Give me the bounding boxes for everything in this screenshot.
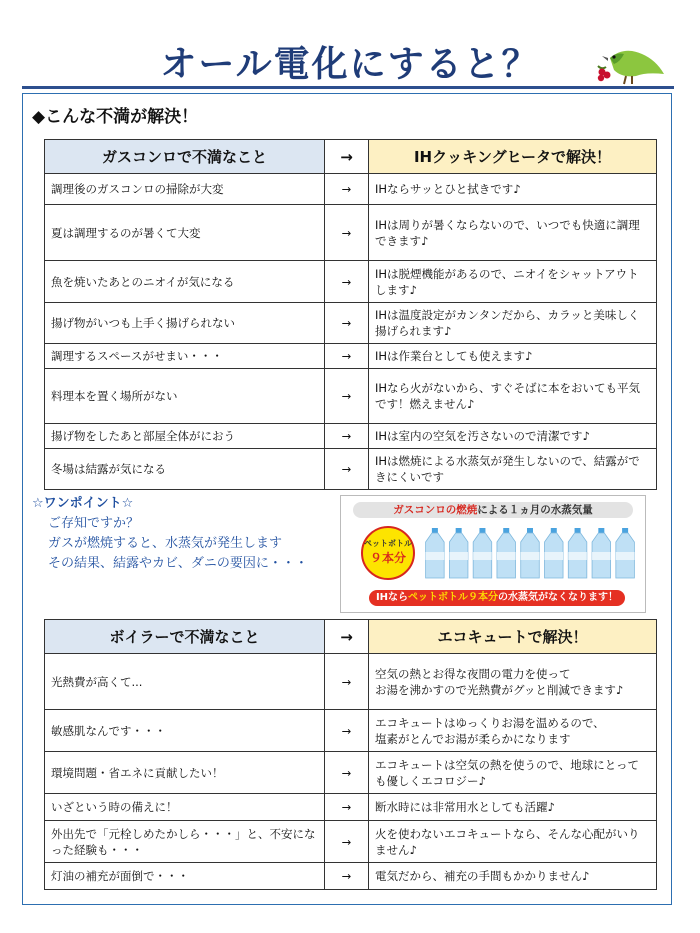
arrow-icon: → <box>325 794 369 821</box>
solution-cell: IHは脱煙機能があるので、ニオイをシャットアウトします♪ <box>369 261 657 303</box>
water-bottle-icon <box>521 528 540 578</box>
arrow-icon: → <box>325 821 369 863</box>
table-row <box>45 303 657 344</box>
table-row <box>45 654 657 710</box>
problem-cell: 敏感肌なんです・・・ <box>45 710 325 752</box>
table-row <box>45 205 657 261</box>
problem-cell: 揚げ物がいつも上手く揚げられない <box>45 303 325 344</box>
solution-cell: IHは周りが暑くならないので、いつでも快適に調理できます♪ <box>369 205 657 261</box>
arrow-icon: → <box>325 344 369 369</box>
solution-cell <box>369 710 657 752</box>
water-bottle-icon <box>545 528 564 578</box>
problem-cell: 外出先で「元栓しめたかしら・・・」と、不安になった経験も・・・ <box>45 821 325 863</box>
arrow-icon: → <box>325 863 369 890</box>
table-row <box>45 174 657 205</box>
arrow-icon: → <box>325 752 369 794</box>
problem-cell: いざという時の備えに！ <box>45 794 325 821</box>
conclusion-prefix: IHなら <box>375 592 409 603</box>
table-row <box>45 794 657 821</box>
water-bottle-icon <box>616 528 635 578</box>
table-row <box>45 261 657 303</box>
one-point-line: ガスが燃焼すると、水蒸気が発生します <box>48 536 283 551</box>
badge-value: ９本分 <box>369 551 406 565</box>
solution-cell: IHは燃焼による水蒸気が発生しないので、結露ができにくいです <box>369 449 657 490</box>
infographic-caption <box>353 502 633 518</box>
arrow-icon: → <box>325 140 369 174</box>
solution-cell: IHは作業台としても使えます♪ <box>369 344 657 369</box>
problem-cell: 調理するスペースがせまい・・・ <box>45 344 325 369</box>
arrow-icon: → <box>325 369 369 424</box>
solution-cell <box>369 821 657 863</box>
solution-line: 空気の熱とお得な夜間の電力を使って <box>375 666 571 681</box>
table-row <box>45 710 657 752</box>
water-bottle-icon <box>473 528 492 578</box>
arrow-icon: → <box>325 710 369 752</box>
arrow-icon: → <box>325 261 369 303</box>
solution-cell: IHなら火がないから、すぐそばに本をおいても平気です！燃えません♪ <box>369 369 657 424</box>
arrow-icon: → <box>325 654 369 710</box>
caption-text: による１ヵ月の水蒸気量 <box>477 504 593 516</box>
problem-cell: 冬場は結露が気になる <box>45 449 325 490</box>
problem-cell: 魚を焼いたあとのニオイが気になる <box>45 261 325 303</box>
water-bottle-icon <box>568 528 587 578</box>
solution-cell <box>369 654 657 710</box>
table-row <box>45 821 657 863</box>
infographic-conclusion <box>369 590 625 606</box>
arrow-icon: → <box>325 620 369 654</box>
water-bottle-icon <box>497 528 516 578</box>
water-bottle-icon <box>449 528 468 578</box>
solution-line: お湯を沸かすので光熱費がグッと削減できます♪ <box>375 682 624 697</box>
conclusion-highlight: ペットボトル９本分 <box>408 592 499 603</box>
table-row <box>45 752 657 794</box>
table-row <box>45 369 657 424</box>
badge-label: ペットボトル <box>364 539 412 548</box>
header-gas-problems: ガスコンロで不満なこと <box>45 140 325 174</box>
conclusion-suffix: の水蒸気がなくなります！ <box>498 592 619 603</box>
problem-cell: 夏は調理するのが暑くて大変 <box>45 205 325 261</box>
problem-cell: 揚げ物をしたあと部屋全体がにおう <box>45 424 325 449</box>
solution-line: 火を使わないエコキュートなら、そんな心配がいりません♪ <box>375 826 640 857</box>
caption-highlight: ガスコンロの燃焼 <box>393 504 478 516</box>
solution-line: 電気だから、補充の手間もかかりません♪ <box>375 869 590 883</box>
problem-cell: 灯油の補充が面倒で・・・ <box>45 863 325 890</box>
arrow-icon: → <box>325 303 369 344</box>
solution-line: 塩素がとんでお湯が柔らかになります <box>375 731 571 746</box>
one-point-note <box>32 494 308 574</box>
table-header-row <box>45 140 657 174</box>
solution-cell: IHならサッとひと拭きです♪ <box>369 174 657 205</box>
table-row <box>45 424 657 449</box>
arrow-icon: → <box>325 205 369 261</box>
section-heading: ◆こんな不満が解決！ <box>32 107 199 127</box>
one-point-line: その結果、結露やカビ、ダニの要因に・・・ <box>48 556 308 571</box>
solution-cell <box>369 863 657 890</box>
solution-cell: IHは室内の空気を汚さないので清潔です♪ <box>369 424 657 449</box>
solution-cell <box>369 752 657 794</box>
arrow-icon: → <box>325 174 369 205</box>
solution-cell <box>369 794 657 821</box>
boiler-comparison-table <box>44 619 657 890</box>
water-bottle-icon <box>592 528 611 578</box>
header-boiler-problems: ボイラーで不満なこと <box>45 620 325 654</box>
arrow-icon: → <box>325 449 369 490</box>
bird-icon <box>596 36 666 86</box>
gas-comparison-table <box>44 139 657 490</box>
solution-line: エコキュートは空気の熱を使うので、地球にとっても優しくエコロジー♪ <box>375 757 640 788</box>
problem-cell: 光熱費が高くて... <box>45 654 325 710</box>
problem-cell: 環境問題・省エネに貢献したい！ <box>45 752 325 794</box>
title-underline <box>22 86 674 89</box>
bottles-graphic <box>423 526 637 580</box>
table-row <box>45 863 657 890</box>
solution-line: 断水時には非常用水としても活躍♪ <box>375 800 555 814</box>
table-row <box>45 344 657 369</box>
one-point-title: ☆ワンポイント☆ <box>32 496 134 511</box>
arrow-icon: → <box>325 424 369 449</box>
table-header-row <box>45 620 657 654</box>
header-ecocute-solution: エコキュートで解決！ <box>369 620 657 654</box>
one-point-line: ご存知ですか？ <box>48 516 140 531</box>
problem-cell: 料理本を置く場所がない <box>45 369 325 424</box>
bottle-count-badge <box>361 526 415 580</box>
header-ih-solution: IHクッキングヒータで解決！ <box>369 140 657 174</box>
page-title: オール電化にすると？ <box>160 44 540 85</box>
water-bottle-icon <box>426 528 445 578</box>
solution-cell: IHは温度設定がカンタンだから、カラッと美味しく揚げられます♪ <box>369 303 657 344</box>
table-row <box>45 449 657 490</box>
solution-line: エコキュートはゆっくりお湯を温めるので、 <box>375 715 605 730</box>
water-vapor-infographic <box>340 495 646 613</box>
problem-cell: 調理後のガスコンロの掃除が大変 <box>45 174 325 205</box>
